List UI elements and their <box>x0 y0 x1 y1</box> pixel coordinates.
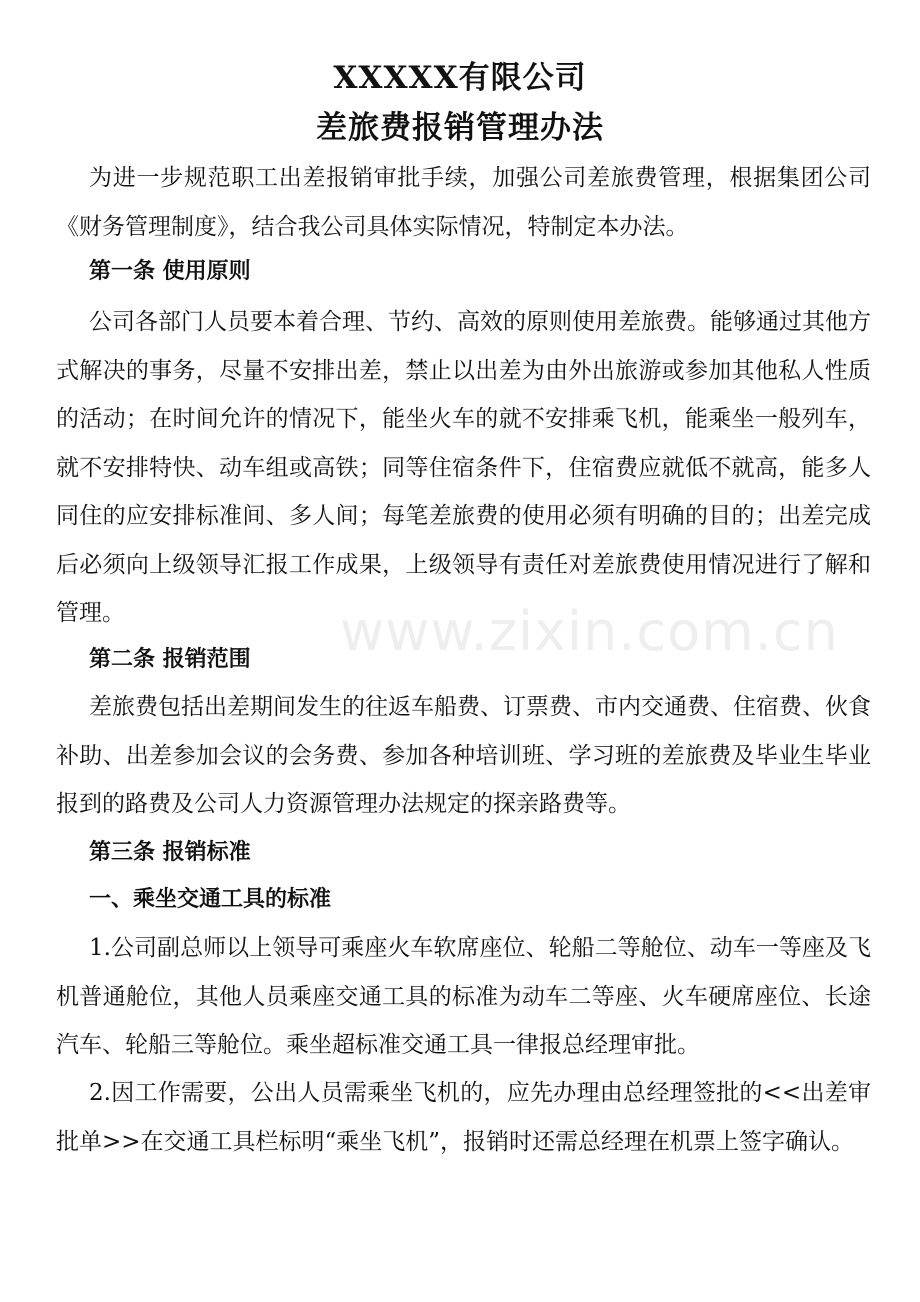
intro-paragraph: 为进一步规范职工出差报销审批手续，加强公司差旅费管理，根据集团公司《财务管理制度》，结合我公司具体实际情况，特制定本办法。 <box>56 165 871 240</box>
article3-subheading: 一、乘坐交通工具的标准 <box>89 887 332 912</box>
article1-paragraph: 公司各部门人员要本着合理、节约、高效的原则使用差旅费。能够通过其他方式解决的事务，尽量不安排出差，禁止以出差为由外出旅游或参加其他私人性质的活动；在时间允许的情况下，能坐火车的就不安排乘飞机，能乘坐一般列车，就不安排特快、动车组或高铁；同等住宿条件下，住宿费应就低不就高，能多人同住的应安排标准间、多人间；每笔差旅费的使用必须有明确的目的；出差完成后必须向上级领导汇报工作成果，上级领导有责任对差旅费使用情况进行了解和管理。 <box>56 309 871 626</box>
document-title: 差旅费报销管理办法 <box>316 110 604 146</box>
article3-item1: 1.公司副总师以上领导可乘座火车软席座位、轮船二等舱位、动车一等座及飞机普通舱位，其他人员乘座交通工具的标准为动车二等座、火车硬席座位、长途汽车、轮船三等舱位。乘坐超标准交通工具一律报总经理审批。 <box>56 935 871 1058</box>
article2-paragraph: 差旅费包括出差期间发生的往返车船费、订票费、市内交通费、住宿费、伙食补助、出差参加会议的会务费、参加各种培训班、学习班的差旅费及毕业生毕业报到的路费及公司人力资源管理办法规定的探亲路费等。 <box>56 694 871 817</box>
watermark: www.zixin.com.cn <box>340 600 839 663</box>
article1-heading: 第一条 使用原则 <box>89 259 251 284</box>
company-title: XXXXX有限公司 <box>333 60 587 96</box>
article3-heading: 第三条 报销标准 <box>89 840 251 865</box>
article2-heading: 第二条 报销范围 <box>89 647 251 672</box>
article3-item2: 2.因工作需要，公出人员需乘坐飞机的，应先办理由总经理签批的<<出差审批单>>在交通工具栏标明“乘坐飞机”，报销时还需总经理在机票上签字确认。 <box>56 1080 871 1155</box>
